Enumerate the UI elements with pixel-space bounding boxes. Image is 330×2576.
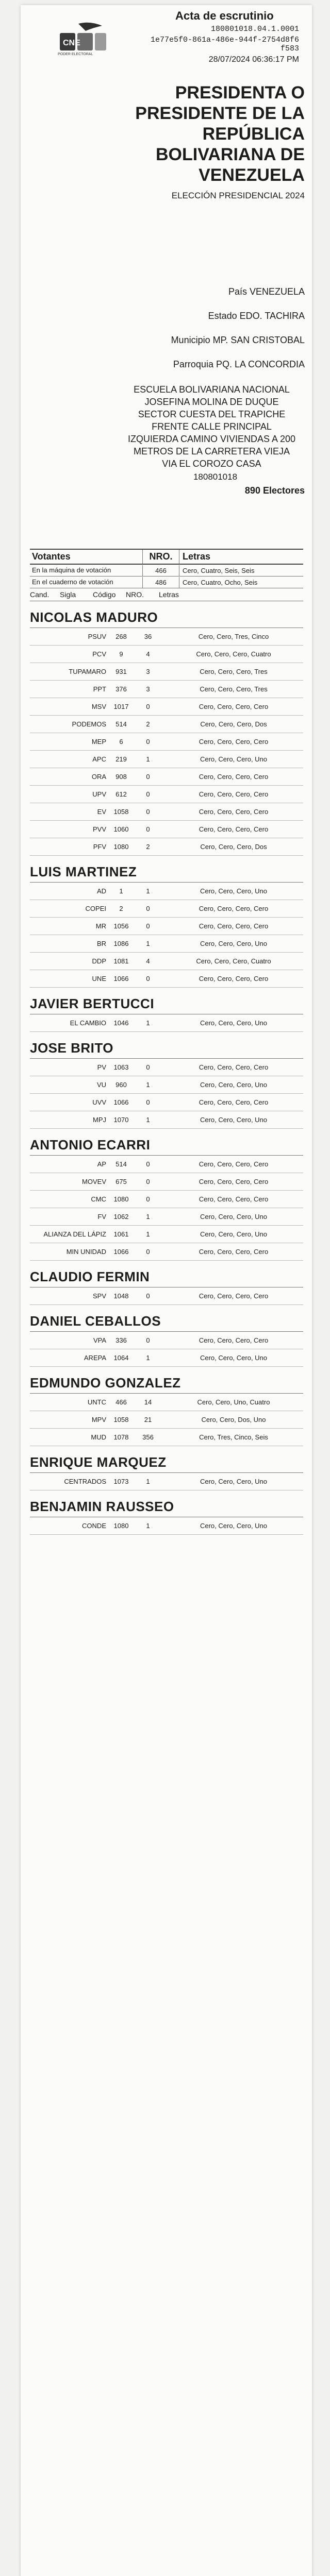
party-votes: 36	[144, 633, 152, 640]
title-line: PRESIDENTE DE LA	[135, 104, 305, 123]
party-sigla: CONDE	[82, 1522, 106, 1530]
party-sigla: MIN UNIDAD	[66, 1248, 106, 1256]
party-sigla: UPV	[92, 790, 106, 798]
party-votes: 0	[146, 1063, 150, 1071]
party-sigla: CMC	[91, 1195, 106, 1203]
party-codigo: 1066	[113, 1098, 129, 1106]
parroquia: Parroquia PQ. LA CONCORDIA	[173, 359, 305, 369]
centro-line: ESCUELA BOLIVARIANA NACIONAL	[134, 384, 290, 395]
party-sigla: VPA	[93, 1336, 106, 1344]
party-sigla: FV	[97, 1213, 106, 1221]
centro-line: VIA EL COROZO CASA	[162, 459, 261, 469]
party-votes: 1	[146, 1116, 150, 1124]
party-votes-letters: Cero, Cero, Cero, Dos	[200, 720, 267, 728]
party-codigo: 908	[116, 773, 127, 781]
party-row	[30, 900, 303, 918]
party-row	[30, 1208, 303, 1226]
party-codigo: 1046	[113, 1019, 129, 1027]
party-votes-letters: Cero, Cero, Cero, Uno	[200, 940, 268, 947]
party-codigo: 1061	[113, 1230, 129, 1238]
party-sigla: MOVEV	[82, 1178, 106, 1185]
party-votes: 0	[146, 1292, 150, 1300]
office-title	[21, 82, 312, 201]
acta-title: Acta de escrutinio	[175, 9, 274, 22]
party-row	[30, 646, 303, 663]
party-votes: 0	[146, 825, 150, 833]
centro-line: IZQUIERDA CAMINO VIVIENDAS A 200	[127, 434, 296, 444]
col-letras: Letras	[159, 590, 179, 599]
party-votes: 0	[146, 922, 150, 930]
party-votes: 0	[146, 738, 150, 745]
party-row	[30, 733, 303, 751]
candidate-list	[30, 609, 303, 1535]
party-codigo: 1070	[113, 1116, 129, 1124]
party-votes: 0	[146, 1178, 150, 1185]
party-codigo: 1	[119, 887, 123, 895]
party-votes: 1	[146, 1230, 150, 1238]
party-codigo: 268	[116, 633, 127, 640]
candidate-name: JOSE BRITO	[30, 1040, 303, 1059]
party-votes-letters: Cero, Cero, Cero, Uno	[200, 1081, 268, 1089]
party-votes: 1	[146, 1354, 150, 1362]
party-row	[30, 1394, 303, 1411]
party-row	[30, 681, 303, 698]
party-votes: 0	[146, 975, 150, 982]
party-votes-letters: Cero, Cero, Cero, Cero	[199, 1160, 269, 1168]
party-votes-letters: Cero, Cero, Cero, Cero	[199, 1292, 269, 1300]
party-codigo: 2	[119, 905, 123, 912]
votes-row-label: En la máquina de votación	[32, 566, 111, 574]
party-sigla: CENTRADOS	[64, 1478, 106, 1485]
party-row	[30, 1411, 303, 1429]
electores-count: 890 Electores	[244, 485, 305, 496]
candidate-name: LUIS MARTINEZ	[30, 864, 303, 883]
party-votes-letters: Cero, Cero, Tres, Cinco	[198, 633, 269, 640]
location-block	[21, 273, 312, 496]
party-row	[30, 1349, 303, 1367]
party-sigla: PVV	[92, 825, 106, 833]
party-row	[30, 918, 303, 935]
party-votes-letters: Cero, Cero, Cero, Uno	[200, 1230, 268, 1238]
acta-meta	[129, 9, 299, 64]
votes-table	[30, 549, 303, 1535]
party-row	[30, 1243, 303, 1261]
party-votes-letters: Cero, Cero, Cero, Tres	[200, 685, 268, 693]
party-votes: 14	[144, 1398, 152, 1406]
party-votes-letters: Cero, Cero, Cero, Cuatro	[196, 650, 271, 658]
party-row	[30, 1014, 303, 1032]
party-row	[30, 821, 303, 838]
party-row	[30, 970, 303, 988]
party-codigo: 1058	[113, 808, 129, 816]
party-codigo: 1017	[113, 703, 129, 710]
party-row	[30, 1517, 303, 1535]
party-votes-letters: Cero, Cero, Dos, Uno	[201, 1416, 266, 1423]
party-sigla: UNE	[92, 975, 106, 982]
column-header	[30, 588, 303, 601]
party-votes-letters: Cero, Cero, Cero, Cero	[199, 975, 269, 982]
party-sigla: ALIANZA DEL LÁPIZ	[43, 1230, 106, 1238]
party-sigla: AP	[97, 1160, 106, 1168]
party-row	[30, 1191, 303, 1208]
party-votes-letters: Cero, Cero, Cero, Cero	[199, 1195, 269, 1203]
estado: Estado EDO. TACHIRA	[208, 311, 305, 321]
party-row	[30, 628, 303, 646]
candidate-name: NICOLAS MADURO	[30, 609, 303, 628]
candidate-name: CLAUDIO FERMIN	[30, 1269, 303, 1287]
party-sigla: TUPAMARO	[69, 668, 106, 675]
party-votes: 2	[146, 720, 150, 728]
acta-receipt	[21, 5, 312, 2576]
party-votes: 0	[146, 808, 150, 816]
logo-text: CNE	[63, 39, 80, 47]
party-row	[30, 838, 303, 856]
party-votes-letters: Cero, Cero, Cero, Uno	[200, 1213, 268, 1221]
party-votes-letters: Cero, Cero, Cero, Uno	[200, 887, 268, 895]
party-codigo: 1066	[113, 1248, 129, 1256]
party-sigla: MPV	[91, 1416, 106, 1423]
party-votes-letters: Cero, Cero, Cero, Cuatro	[196, 957, 271, 965]
election-name: ELECCIÓN PRESIDENCIAL 2024	[171, 191, 305, 200]
party-row	[30, 1332, 303, 1349]
votes-row-num: 466	[142, 565, 179, 576]
candidate-name: EDMUNDO GONZALEZ	[30, 1375, 303, 1394]
party-codigo: 1080	[113, 1195, 129, 1203]
party-row	[30, 716, 303, 733]
party-votes: 0	[146, 1160, 150, 1168]
party-codigo: 675	[116, 1178, 127, 1185]
title-line: REPÚBLICA	[202, 124, 305, 144]
party-sigla: PV	[97, 1063, 106, 1071]
acta-datetime: 28/07/2024 06:36:17 PM	[208, 55, 299, 64]
party-votes-letters: Cero, Cero, Cero, Uno	[200, 755, 268, 763]
votes-row-num: 486	[142, 577, 179, 588]
party-codigo: 514	[116, 720, 127, 728]
party-votes-letters: Cero, Cero, Cero, Dos	[200, 843, 267, 851]
centro-line: SECTOR CUESTA DEL TRAPICHE	[138, 409, 286, 419]
centro-code: 180801018	[193, 472, 238, 482]
party-sigla: AREPA	[84, 1354, 106, 1362]
party-codigo: 1066	[113, 975, 129, 982]
party-votes: 1	[146, 1478, 150, 1485]
party-codigo: 960	[116, 1081, 127, 1089]
party-votes: 0	[146, 790, 150, 798]
party-votes: 1	[146, 1213, 150, 1221]
party-sigla: MR	[95, 922, 106, 930]
party-votes: 0	[146, 703, 150, 710]
centro-address	[21, 383, 312, 470]
party-codigo: 6	[119, 738, 123, 745]
votes-header	[30, 549, 303, 565]
party-codigo: 1078	[113, 1433, 129, 1441]
party-codigo: 1048	[113, 1292, 129, 1300]
cne-logo-icon	[53, 20, 109, 56]
party-codigo: 1062	[113, 1213, 129, 1221]
party-codigo: 1060	[113, 825, 129, 833]
party-votes-letters: Cero, Cero, Cero, Cero	[199, 1248, 269, 1256]
party-sigla: COPEI	[85, 905, 106, 912]
party-votes: 0	[146, 1248, 150, 1256]
votes-header-c2: NRO.	[142, 550, 179, 564]
party-votes-letters: Cero, Cero, Cero, Cero	[199, 773, 269, 781]
party-sigla: AD	[96, 887, 106, 895]
party-votes-letters: Cero, Cero, Cero, Cero	[199, 738, 269, 745]
party-sigla: SPV	[92, 1292, 106, 1300]
acta-serial: 180801018.04.1.0001	[210, 25, 299, 33]
party-sigla: MEP	[91, 738, 106, 745]
party-votes: 0	[146, 1098, 150, 1106]
party-sigla: BR	[96, 940, 106, 947]
candidate-name: BENJAMIN RAUSSEO	[30, 1499, 303, 1517]
party-row	[30, 698, 303, 716]
party-votes-letters: Cero, Tres, Cinco, Seis	[199, 1433, 268, 1441]
party-votes-letters: Cero, Cero, Cero, Cero	[199, 905, 269, 912]
logo-subtext: PODER ELECTORAL	[58, 53, 93, 56]
party-row	[30, 1173, 303, 1191]
party-votes-letters: Cero, Cero, Cero, Uno	[200, 1354, 268, 1362]
col-sigla: Sigla	[60, 590, 76, 599]
party-row	[30, 935, 303, 953]
party-codigo: 1080	[113, 1522, 129, 1530]
party-votes-letters: Cero, Cero, Uno, Cuatro	[197, 1398, 270, 1406]
party-votes-letters: Cero, Cero, Cero, Uno	[200, 1019, 268, 1027]
votes-row-label: En el cuaderno de votación	[32, 578, 113, 586]
party-row	[30, 1156, 303, 1173]
party-sigla: UNTC	[87, 1398, 106, 1406]
party-votes: 1	[146, 755, 150, 763]
votes-row	[30, 565, 303, 577]
col-nro: NRO.	[126, 590, 144, 599]
party-votes: 4	[146, 957, 150, 965]
candidate-name: ANTONIO ECARRI	[30, 1137, 303, 1156]
candidate-name: JAVIER BERTUCCI	[30, 996, 303, 1014]
party-codigo: 376	[116, 685, 127, 693]
party-row	[30, 1094, 303, 1111]
centro-line: METROS DE LA CARRETERA VIEJA	[133, 446, 290, 456]
party-votes: 0	[146, 1336, 150, 1344]
party-votes: 3	[146, 685, 150, 693]
acta-hash: 1e77e5f0-861a-486e-944f-2754d8f6f583	[150, 36, 299, 53]
votes-row-letters: Cero, Cuatro, Ocho, Seis	[179, 577, 303, 588]
party-votes-letters: Cero, Cero, Cero, Cero	[199, 825, 269, 833]
party-votes: 0	[146, 1195, 150, 1203]
party-sigla: PSUV	[88, 633, 106, 640]
party-votes: 1	[146, 940, 150, 947]
party-codigo: 1086	[113, 940, 129, 947]
party-codigo: 1073	[113, 1478, 129, 1485]
party-sigla: PODEMOS	[72, 720, 106, 728]
votes-row-letters: Cero, Cuatro, Seis, Seis	[179, 565, 303, 576]
party-votes: 3	[146, 668, 150, 675]
party-sigla: PFV	[93, 843, 106, 851]
party-sigla: MSV	[91, 703, 106, 710]
party-codigo: 336	[116, 1336, 127, 1344]
party-row	[30, 883, 303, 900]
party-row	[30, 1076, 303, 1094]
party-row	[30, 751, 303, 768]
title-line: PRESIDENTA O	[175, 83, 305, 103]
party-row	[30, 768, 303, 786]
party-sigla: PCV	[92, 650, 106, 658]
party-codigo: 219	[116, 755, 127, 763]
party-row	[30, 1111, 303, 1129]
party-votes-letters: Cero, Cero, Cero, Uno	[200, 1522, 268, 1530]
party-codigo: 1064	[113, 1354, 129, 1362]
party-votes-letters: Cero, Cero, Cero, Cero	[199, 790, 269, 798]
party-votes: 1	[146, 887, 150, 895]
party-votes: 4	[146, 650, 150, 658]
votes-header-c3: Letras	[179, 550, 303, 564]
party-sigla: MUD	[91, 1433, 106, 1441]
centro-line: FRENTE CALLE PRINCIPAL	[152, 421, 272, 432]
party-votes: 1	[146, 1081, 150, 1089]
party-row	[30, 1473, 303, 1490]
party-row	[30, 1429, 303, 1446]
party-row	[30, 1287, 303, 1305]
party-codigo: 1081	[113, 957, 129, 965]
party-sigla: DDP	[92, 957, 106, 965]
party-sigla: MPJ	[93, 1116, 106, 1124]
party-votes: 21	[144, 1416, 152, 1423]
party-codigo: 9	[119, 650, 123, 658]
party-codigo: 1058	[113, 1416, 129, 1423]
party-row	[30, 803, 303, 821]
col-cand: Cand.	[30, 590, 50, 599]
party-votes: 0	[146, 773, 150, 781]
votes-header-c1: Votantes	[32, 551, 71, 562]
municipio: Municipio MP. SAN CRISTOBAL	[171, 335, 305, 345]
party-row	[30, 953, 303, 970]
party-sigla: EV	[97, 808, 106, 816]
title-line: BOLIVARIANA DE	[156, 145, 305, 164]
party-sigla: ORA	[91, 773, 106, 781]
party-votes: 1	[146, 1522, 150, 1530]
party-sigla: EL CAMBIO	[70, 1019, 106, 1027]
centro-line: JOSEFINA MOLINA DE DUQUE	[144, 397, 279, 407]
party-votes: 2	[146, 843, 150, 851]
party-codigo: 931	[116, 668, 127, 675]
candidate-name: ENRIQUE MARQUEZ	[30, 1454, 303, 1473]
party-row	[30, 663, 303, 681]
party-votes: 356	[142, 1433, 154, 1441]
party-row	[30, 1226, 303, 1243]
party-votes-letters: Cero, Cero, Cero, Cero	[199, 703, 269, 710]
party-row	[30, 786, 303, 803]
party-codigo: 466	[116, 1398, 127, 1406]
party-votes-letters: Cero, Cero, Cero, Uno	[200, 1478, 268, 1485]
pais: País VENEZUELA	[228, 286, 305, 297]
party-votes-letters: Cero, Cero, Cero, Cero	[199, 808, 269, 816]
candidate-name: DANIEL CEBALLOS	[30, 1313, 303, 1332]
party-codigo: 514	[116, 1160, 127, 1168]
party-sigla: PPT	[93, 685, 106, 693]
party-sigla: APC	[92, 755, 106, 763]
col-codigo: Código	[93, 590, 116, 599]
party-codigo: 612	[116, 790, 127, 798]
party-votes-letters: Cero, Cero, Cero, Cero	[199, 922, 269, 930]
party-row	[30, 1059, 303, 1076]
party-votes-letters: Cero, Cero, Cero, Uno	[200, 1116, 268, 1124]
party-votes-letters: Cero, Cero, Cero, Tres	[200, 668, 268, 675]
party-sigla: VU	[96, 1081, 106, 1089]
party-votes-letters: Cero, Cero, Cero, Cero	[199, 1178, 269, 1185]
party-codigo: 1080	[113, 843, 129, 851]
party-votes-letters: Cero, Cero, Cero, Cero	[199, 1336, 269, 1344]
party-codigo: 1056	[113, 922, 129, 930]
receipt-header	[21, 5, 312, 200]
party-sigla: UVV	[92, 1098, 106, 1106]
title-line: VENEZUELA	[199, 165, 305, 185]
party-votes: 1	[146, 1019, 150, 1027]
party-votes-letters: Cero, Cero, Cero, Cero	[199, 1063, 269, 1071]
party-codigo: 1063	[113, 1063, 129, 1071]
votes-row	[30, 577, 303, 588]
party-votes: 0	[146, 905, 150, 912]
party-votes-letters: Cero, Cero, Cero, Cero	[199, 1098, 269, 1106]
